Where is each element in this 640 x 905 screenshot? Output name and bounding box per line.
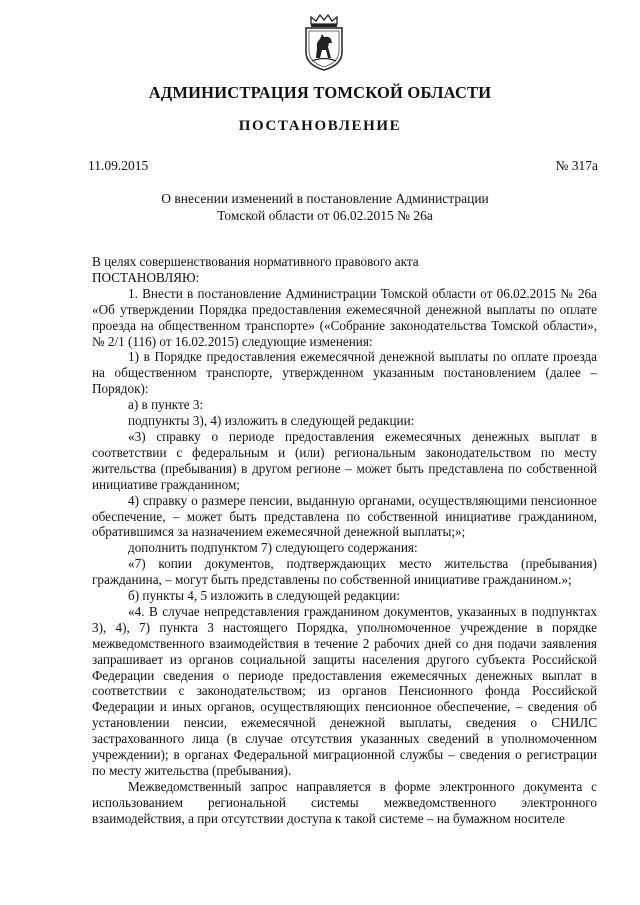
body-paragraph: 1. Внести в постановление Администрации Томской области от 06.02.2015 № 26а «Об утверждении Порядка предоставления ежемесячной денежной выплаты по оплате проезда на общественном транспорте» («Собрание законодательства Томской области», № 2/1 (116) от 16.02.2015) следующие изменения:	[92, 285, 597, 349]
document-type-heading: ПОСТАНОВЛЕНИЕ	[238, 118, 402, 134]
coat-of-arms-icon	[302, 14, 346, 72]
body-paragraph: ПОСТАНОВЛЯЮ:	[92, 269, 200, 285]
body-paragraph: «7) копии документов, подтверждающих место жительства (пребывания) гражданина, – могут быть представлены по собственной инициативе гражданином.»;	[92, 556, 597, 588]
body-paragraph: «4. В случае непредставления гражданином документов, указанных в подпунктах 3), 4), 7) пункта 3 настоящего Порядка, уполномоченное учреждение в порядке межведомственного взаимодействия в течение 2 рабочих дней со дня подачи заявления запрашивает из органов социальной защиты населения другого субъекта Российской Федерации сведения о периоде предоставления ежемесячных денежных выплат в соответствии с законодательством; из органов Пенсионного фонда Российской Федерации и иных органов, осуществляющих пенсионное обеспечение, – сведения об установлении пенсии, ежемесячной денежной выплаты, сведения о СНИЛС застрахованного лица (в случае отсутствия указанных сведений в уполномоченном учреждении); в органах Федеральной миграционной службы – сведения о регистрации по месту жительства (пребывания).	[92, 603, 597, 778]
document-body	[92, 254, 597, 827]
body-paragraph: В целях совершенствования нормативного правового акта	[92, 254, 419, 269]
organization-heading: АДМИНИСТРАЦИЯ ТОМСКОЙ ОБЛАСТИ	[148, 83, 492, 102]
document-subject	[120, 190, 530, 224]
body-paragraph: 4) справку о размере пенсии, выданную органами, осуществляющими пенсионное обеспечение, – может быть представлена по собственной инициативе гражданином, обратившимся за назначением ежемесячной денежной выплаты;»;	[92, 492, 597, 540]
document-date: 11.09.2015	[88, 158, 149, 173]
document-number: № 317а	[555, 158, 598, 173]
body-paragraph: а) в пункте 3:	[128, 397, 204, 413]
subject-line: О внесении изменений в постановление Администрации	[161, 191, 489, 206]
body-paragraph: дополнить подпунктом 7) следующего содержания:	[128, 540, 418, 556]
body-paragraph: 1) в Порядке предоставления ежемесячной денежной выплаты по оплате проезда на общественном транспорте, утвержденном указанным постановлением (далее – Порядок):	[92, 349, 597, 397]
body-paragraph: Межведомственный запрос направляется в форме электронного документа с использованием региональной системы межведомственного электронного взаимодействия, а при отсутствии доступа к такой системе – на бумажном носителе	[92, 778, 597, 826]
body-paragraph: подпункты 3), 4) изложить в следующей редакции:	[128, 413, 415, 429]
subject-line: Томской области от 06.02.2015 № 26а	[217, 208, 433, 223]
body-paragraph: «3) справку о периоде предоставления ежемесячных денежных выплат в соответствии с федеральным и (или) региональным законодательством по месту жительства (пребывания) в другом регионе – может быть представлена по собственной инициативе гражданином;	[92, 428, 597, 492]
body-paragraph: б) пункты 4, 5 изложить в следующей редакции:	[128, 588, 400, 604]
